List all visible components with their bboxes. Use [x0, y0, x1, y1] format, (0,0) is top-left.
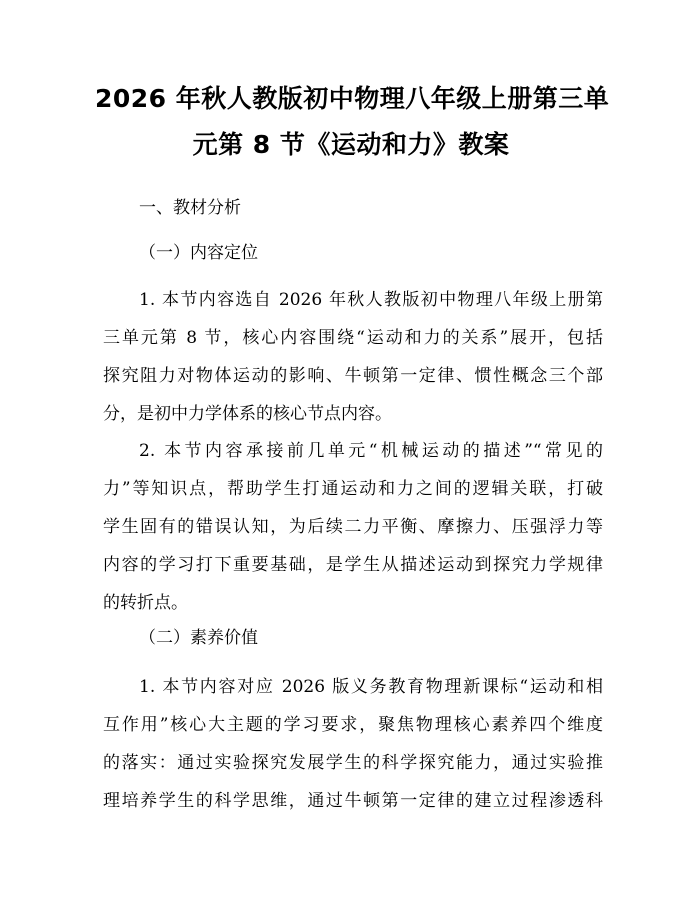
paragraph-line: 理培养学生的科学思维，通过牛顿第一定律的建立过程渗透科 — [103, 791, 603, 811]
paragraph-content-positioning-2 — [103, 432, 603, 622]
paragraph-line: 分，是初中力学体系的核心节点内容。 — [103, 404, 392, 424]
paragraph-line: 1. 本节内容对应 2026 版义务教育物理新课标“运动和相 — [139, 677, 603, 697]
paragraph-line: 的落实：通过实验探究发展学生的科学探究能力，通过实验推 — [103, 753, 603, 773]
document-title — [95, 76, 610, 168]
subsection-heading-content-positioning: （一）内容定位 — [139, 243, 258, 263]
paragraph-line: 三单元第 8 节，核心内容围绕“运动和力的关系”展开，包括 — [103, 328, 603, 348]
paragraph-line: 2. 本节内容承接前几单元“机械运动的描述”“常见的 — [139, 441, 603, 461]
paragraph-line: 内容的学习打下重要基础，是学生从描述运动到探究力学规律 — [103, 555, 603, 575]
paragraph-line: 互作用”核心大主题的学习要求，聚焦物理核心素养四个维度 — [103, 715, 603, 735]
section-heading-teaching-material-analysis: 一、教材分析 — [139, 198, 241, 218]
subsection-heading-literacy-value: （二）素养价值 — [139, 628, 258, 648]
paragraph-line: 探究阻力对物体运动的影响、牛顿第一定律、惯性概念三个部 — [103, 366, 603, 386]
paragraph-line: 学生固有的错误认知，为后续二力平衡、摩擦力、压强浮力等 — [103, 517, 603, 537]
paragraph-line: 的转折点。 — [103, 593, 188, 613]
paragraph-line: 1. 本节内容选自 2026 年秋人教版初中物理八年级上册第 — [139, 290, 603, 310]
title-line: 元第 8 节《运动和力》教案 — [192, 130, 510, 159]
paragraph-content-positioning-1 — [103, 281, 603, 433]
title-line: 2026 年秋人教版初中物理八年级上册第三单 — [95, 84, 610, 113]
paragraph-literacy-value-1 — [103, 668, 603, 820]
paragraph-line: 力”等知识点，帮助学生打通运动和力之间的逻辑关联，打破 — [103, 479, 603, 499]
